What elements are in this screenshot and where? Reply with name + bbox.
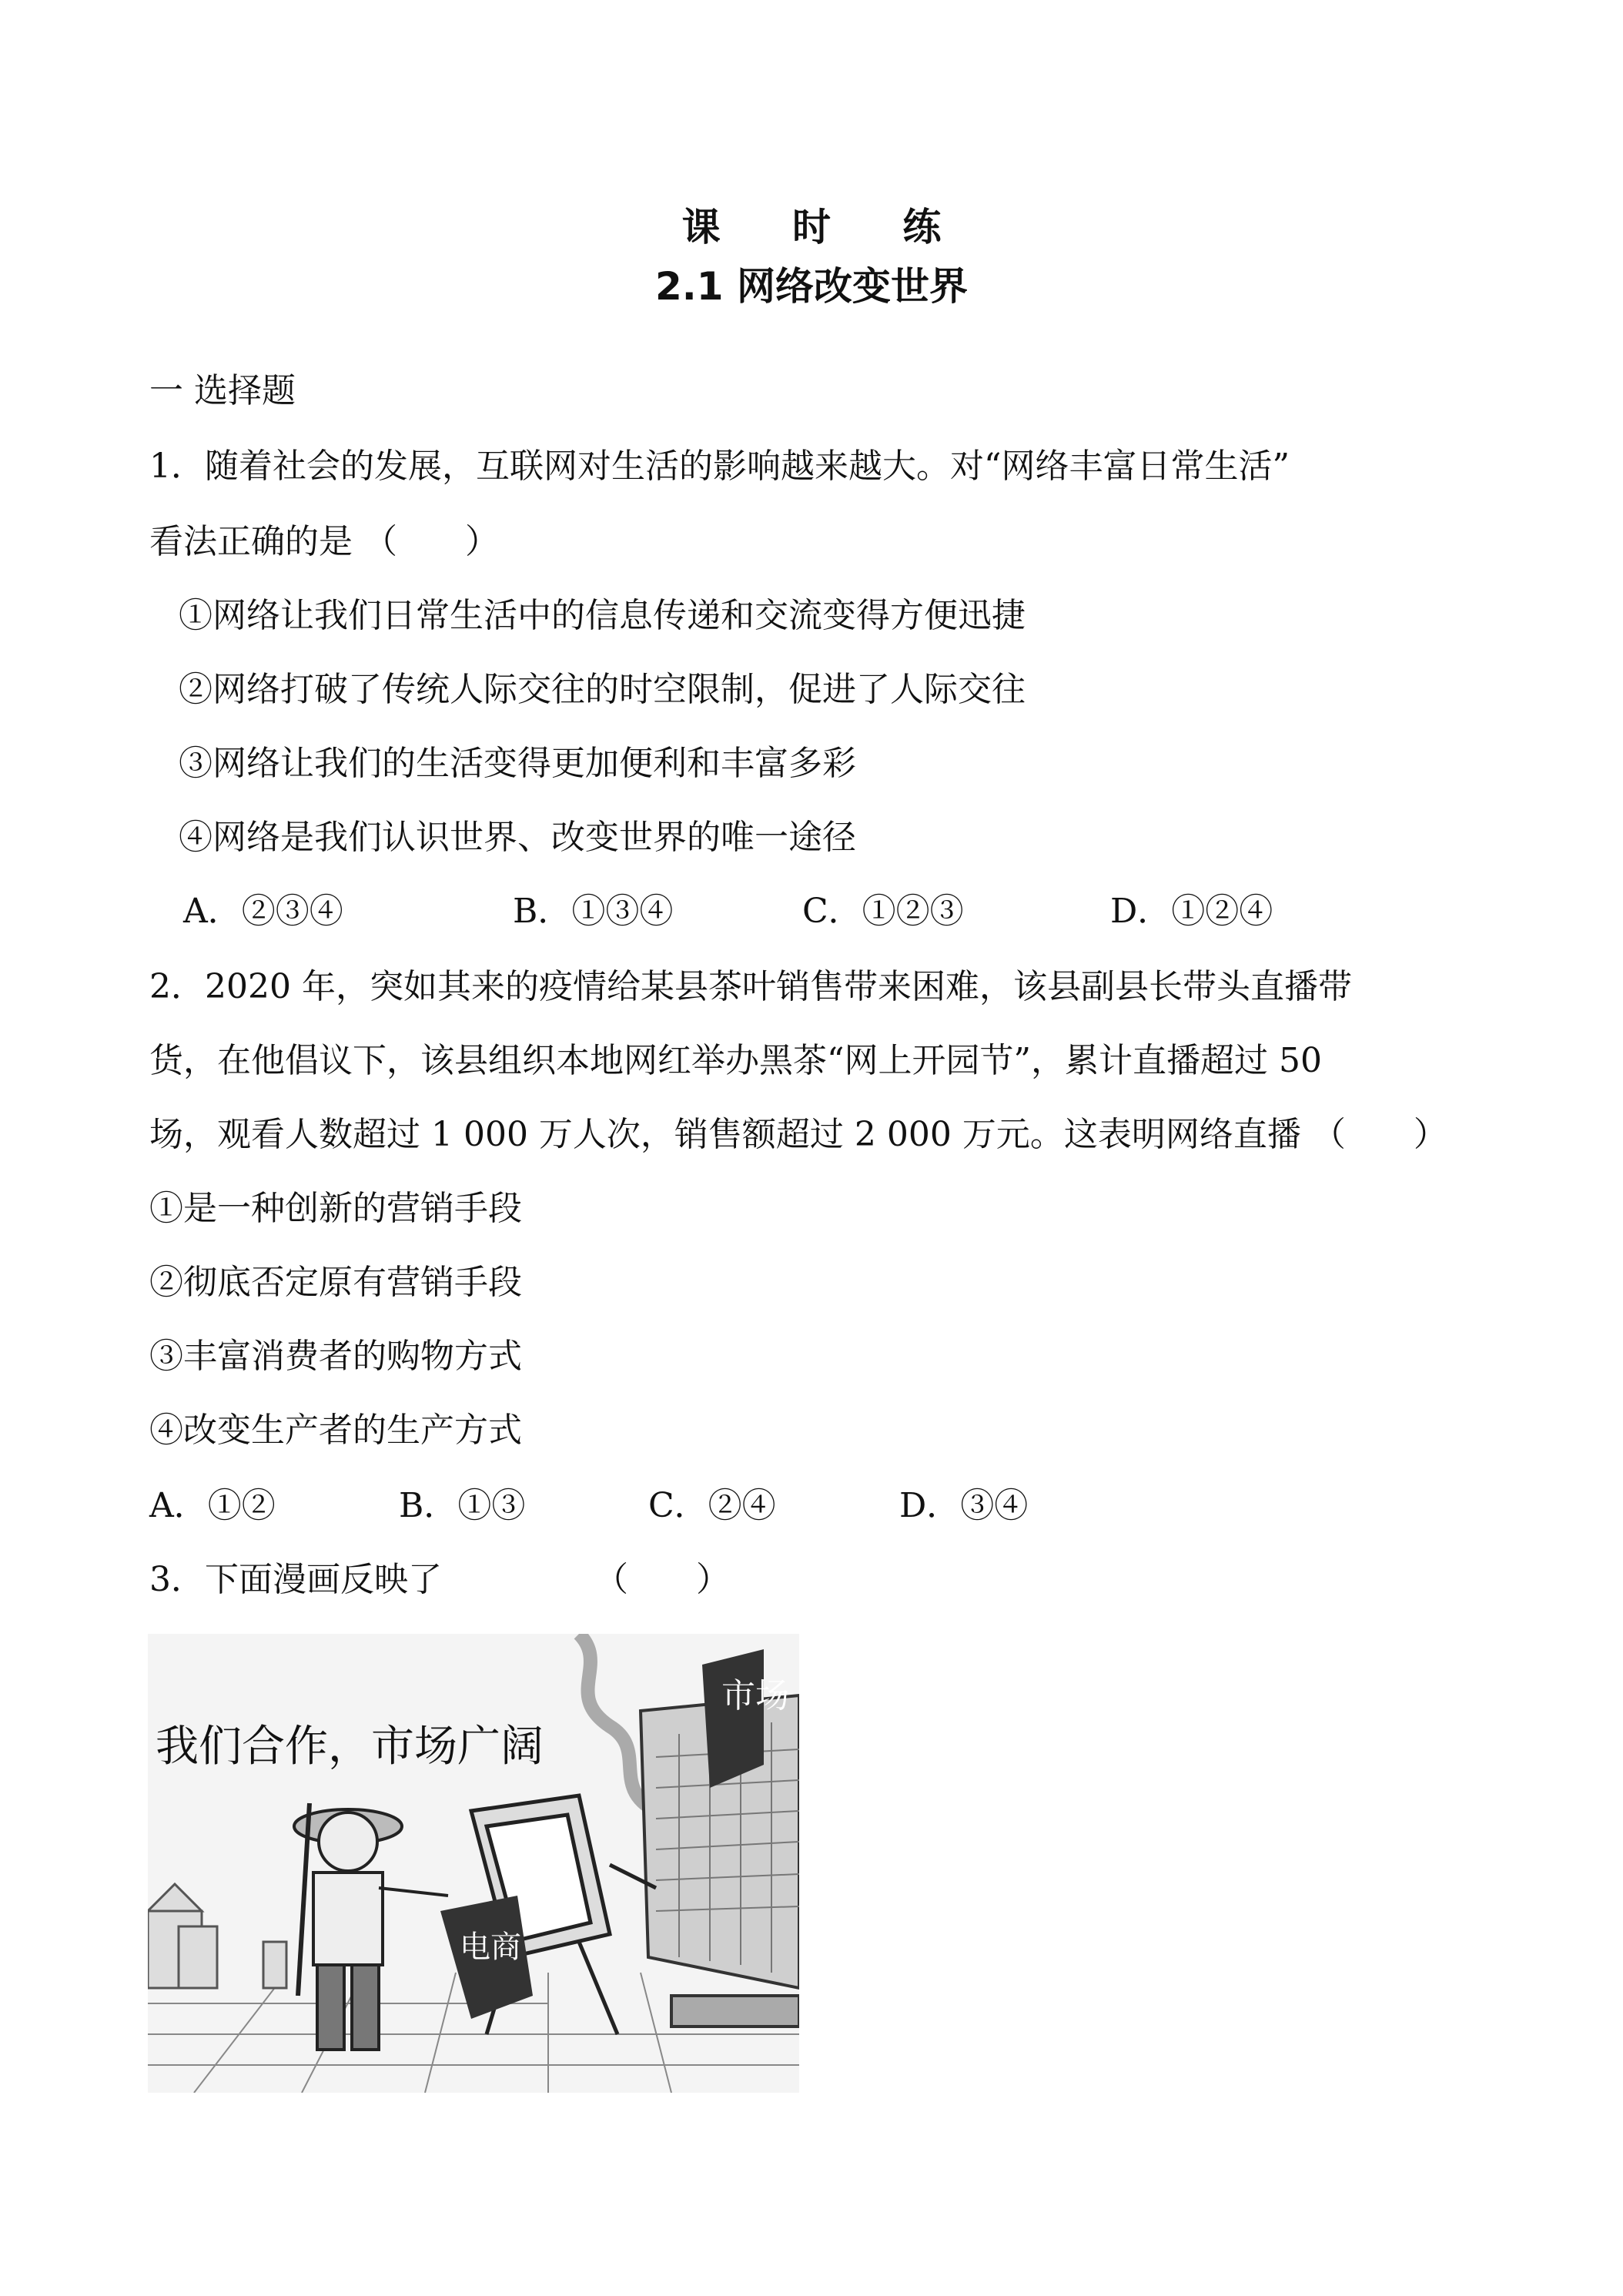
q1-option-b: B．①③④: [513, 892, 674, 931]
ecommerce-sign: 电商: [460, 1930, 521, 1965]
q2-option-d: D．③④: [899, 1486, 1029, 1525]
q2-item-2: ②彻底否定原有营销手段: [149, 1263, 522, 1302]
q2-item-4: ④改变生产者的生产方式: [149, 1411, 522, 1450]
q1-stem-line2: 看法正确的是 （ ）: [149, 522, 499, 561]
q1-item-1: ①网络让我们日常生活中的信息传递和交流变得方便迅捷: [179, 596, 1026, 635]
cartoon-caption: 我们合作，市场广阔: [156, 1722, 544, 1772]
q1-option-c: C．①②③: [802, 892, 964, 931]
q2-stem-line3: 场，观看人数超过 1 000 万人次，销售额超过 2 000 万元。这表明网络直播 （ ）: [149, 1115, 1447, 1154]
q1-stem-line1: 1．随着社会的发展，互联网对生活的影响越来越大。对“网络丰富日常生活”: [149, 447, 1290, 486]
page-title: 课 时 练: [681, 205, 971, 249]
q1-option-a: A．②③④: [183, 892, 343, 931]
q1-option-d: D．①②④: [1110, 892, 1273, 931]
section-heading: 一 选择题: [149, 371, 296, 410]
page-subtitle: 2.1 网络改变世界: [655, 264, 968, 309]
q2-stem-line1: 2．2020 年，突如其来的疫情给某县茶叶销售带来困难，该县副县长带头直播带: [149, 967, 1352, 1006]
q2-stem-line2: 货，在他倡议下，该县组织本地网红举办黑茶“网上开园节”，累计直播超过 50: [149, 1041, 1322, 1080]
q1-item-3: ③网络让我们的生活变得更加便利和丰富多彩: [179, 744, 856, 783]
q3-stem: 3．下面漫画反映了 （ ）: [149, 1560, 730, 1599]
q2-item-1: ①是一种创新的营销手段: [149, 1189, 522, 1228]
q2-option-c: C．②④: [648, 1486, 776, 1525]
q2-option-a: A．①②: [149, 1486, 276, 1525]
q2-option-b: B．①③: [399, 1486, 526, 1525]
market-sign: 市场: [721, 1676, 789, 1715]
q1-item-2: ②网络打破了传统人际交往的时空限制，促进了人际交往: [179, 670, 1026, 709]
ecommerce-cartoon: [148, 1634, 799, 2093]
q2-item-3: ③丰富消费者的购物方式: [149, 1337, 522, 1376]
q1-item-4: ④网络是我们认识世界、改变世界的唯一途径: [179, 818, 856, 857]
